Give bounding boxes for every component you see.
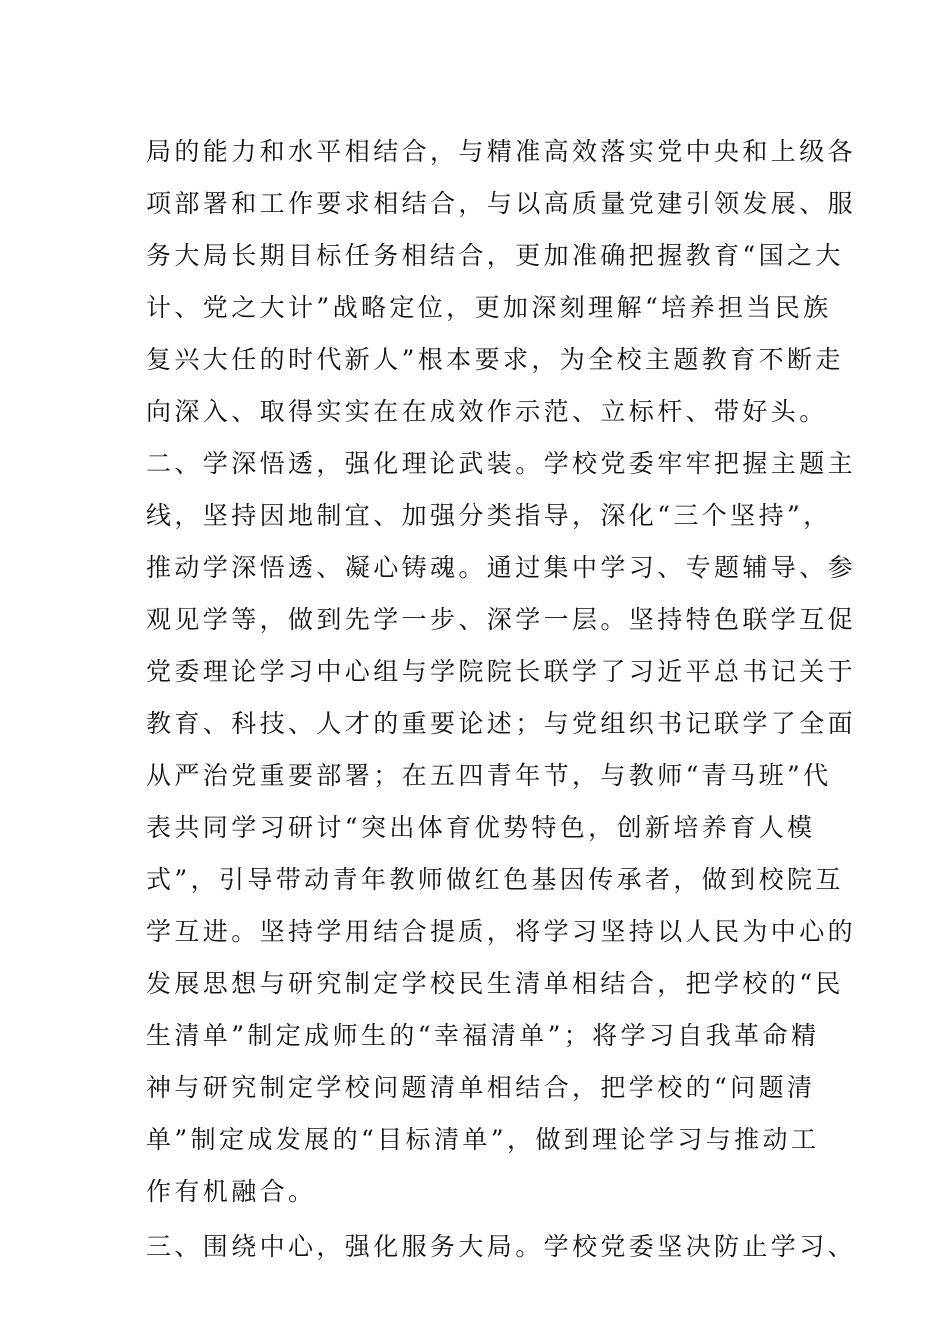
section-heading-line: 二、学深悟透，强化理论武装。学校党委牢牢把握主题主 [146,449,857,478]
text-line: 务大局长期目标任务相结合，更加准确把握教育“国之大 [146,241,844,270]
text-line: 党委理论学习中心组与学院院长联学了习近平总书记关于 [146,657,857,686]
text-line: 单”制定成发展的“目标清单”，做到理论学习与推动工 [146,1125,820,1154]
text-line: 从严治党重要部署；在五四青年节，与教师“青马班”代 [146,761,832,790]
text-line: 表共同学习研讨“突出体育优势特色，创新培养育人模 [146,813,816,842]
text-line: 发展思想与研究制定学校民生清单相结合，把学校的“民 [146,969,844,998]
text-line: 项部署和工作要求相结合，与以高质量党建引领发展、服 [146,189,857,218]
body-text [146,126,857,1273]
text-line: 推动学深悟透、凝心铸魂。通过集中学习、专题辅导、参 [146,553,857,582]
text-line: 生清单”制定成师生的“幸福清单”；将学习自我革命精 [146,1021,820,1050]
text-line: 局的能力和水平相结合，与精准高效落实党中央和上级各 [146,137,857,166]
text-line: 神与研究制定学校问题清单相结合，把学校的“问题清 [146,1073,816,1102]
text-line: 观见学等，做到先学一步、深学一层。坚持特色联学互促 [146,605,857,634]
text-line: 学互进。坚持学用结合提质，将学习坚持以人民为中心的 [146,917,857,946]
text-line: 作有机融合。 [146,1177,317,1206]
text-line: 复兴大任的时代新人”根本要求，为全校主题教育不断走 [146,345,844,374]
text-line: 向深入、取得实实在在成效作示范、立标杆、带好头。 [146,397,828,426]
text-line: 计、党之大计”战略定位，更加深刻理解“培养担当民族 [146,293,832,322]
text-line: 教育、科技、人才的重要论述；与党组织书记联学了全面 [146,709,857,738]
text-line: 线，坚持因地制宜、加强分类指导，深化“三个坚持”， [146,501,832,530]
text-line: 式”，引导带动青年教师做红色基因传承者，做到校院互 [146,865,844,894]
section-heading-line: 三、围绕中心，强化服务大局。学校党委坚决防止学习、 [146,1232,857,1261]
